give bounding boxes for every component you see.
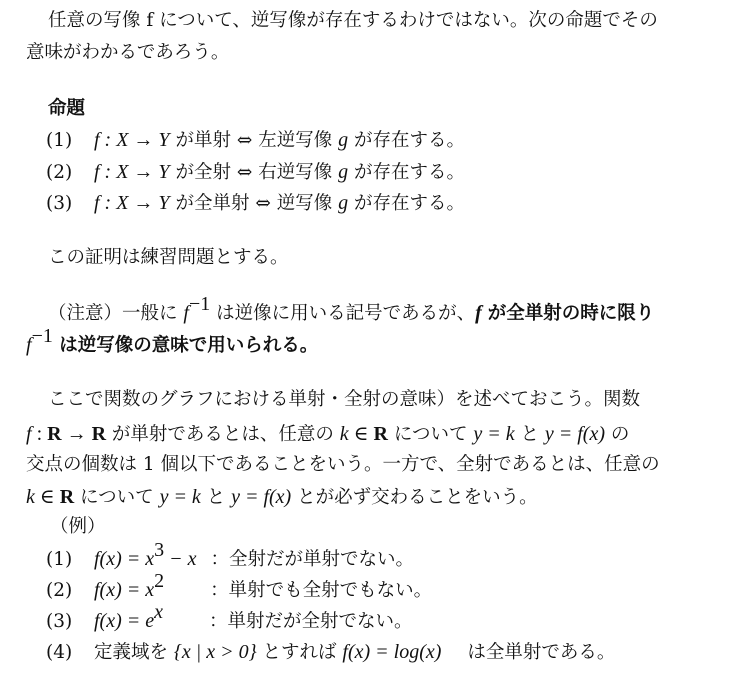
math-y-eq-fx: y = f(x)	[231, 486, 292, 508]
item-number: (1)	[46, 549, 73, 570]
text: とが必ず交わることをいう。	[291, 487, 538, 508]
item-number: (3)	[46, 611, 73, 632]
map-expression: f : X → Y	[94, 129, 170, 151]
example-description: ：単射だが全射でない。	[209, 611, 413, 632]
intro-line-2: 意味がわかるであろう。	[26, 42, 230, 63]
text: が単射であるとは、任意の	[106, 424, 340, 445]
proposition-heading: 命題	[48, 98, 86, 119]
intro-line-1: 任意の写像 f について、逆写像が存在するわけではない。次の命題でその	[48, 10, 658, 31]
text: の	[605, 424, 630, 445]
math-colon: :	[31, 423, 48, 445]
proposition-item-2	[46, 162, 465, 183]
item-text: が全単射 ⇔ 逆写像	[169, 193, 339, 214]
math-R: R	[91, 423, 107, 445]
graph-line-2	[26, 424, 629, 445]
example-description: は全単射である。	[467, 642, 616, 663]
math-y-eq-fx: y = f(x)	[544, 423, 606, 445]
graph-line-4	[26, 487, 538, 508]
math-f: f	[26, 423, 32, 445]
proposition-item-3	[46, 193, 465, 214]
item-number: (2)	[46, 580, 73, 601]
example-middle: とすれば	[256, 642, 343, 663]
caution-bold-text: は逆写像の意味で用いられる。	[52, 335, 319, 356]
example-item-1	[46, 538, 415, 570]
math-arrow: →	[61, 423, 92, 445]
map-expression: f : X → Y	[94, 192, 170, 214]
math-k: k	[339, 423, 349, 445]
example-description: ：全射だが単射でない。	[210, 549, 415, 570]
example-item-4	[46, 642, 615, 663]
example-item-2	[46, 569, 433, 601]
example-expression: f(x) = x	[94, 548, 155, 570]
exponent: x	[154, 600, 164, 623]
item-text: が単射 ⇔ 左逆写像	[169, 130, 339, 151]
example-expression-tail: − x	[164, 548, 197, 570]
text: と	[200, 487, 232, 508]
item-text-end: が存在する。	[348, 162, 465, 183]
item-number: (2)	[46, 162, 73, 183]
math-k: k	[26, 486, 35, 508]
f-symbol: f	[183, 302, 189, 324]
text: について	[387, 424, 474, 445]
proposition-item-1	[46, 130, 465, 151]
math-y-eq-k: y = k	[473, 423, 515, 445]
domain-set: {x | x > 0}	[173, 641, 257, 663]
graph-line-1: ここで関数のグラフにおける単射・全射の意味）を述べておこう。関数	[48, 389, 641, 410]
text: について	[74, 487, 160, 508]
inverse-exponent: −1	[31, 324, 53, 347]
item-number: (4)	[46, 642, 73, 663]
exponent: 2	[154, 569, 165, 592]
map-expression: f : X → Y	[94, 161, 170, 183]
example-expression: f(x) = e	[94, 610, 155, 632]
f-symbol-bold: f	[475, 302, 482, 324]
math-y-eq-k: y = k	[159, 486, 201, 508]
examples-label: （例）	[50, 516, 106, 537]
inverse-symbol: g	[338, 161, 349, 183]
f-symbol: f	[26, 334, 32, 356]
exponent: 3	[154, 538, 165, 561]
item-number: (1)	[46, 130, 73, 151]
caution-text: （注意）一般に	[48, 303, 184, 324]
caution-line-1	[48, 292, 655, 324]
math-R: R	[59, 486, 75, 508]
inverse-exponent: −1	[188, 292, 211, 315]
example-item-3	[46, 600, 413, 632]
example-prefix: 定義域を	[94, 642, 174, 663]
text: と	[514, 424, 545, 445]
example-expression: f(x) = log(x)	[342, 641, 442, 663]
math-R: R	[373, 423, 388, 445]
math-in: ∈	[34, 486, 60, 508]
proof-note: この証明は練習問題とする。	[48, 247, 289, 268]
math-in: ∈	[348, 423, 374, 445]
caution-text: は逆像に用いる記号であるが、	[210, 303, 476, 324]
graph-line-3: 交点の個数は 1 個以下であることをいう。一方で、全射であるとは、任意の	[26, 454, 660, 475]
item-text-end: が存在する。	[348, 193, 465, 214]
example-description: ：単射でも全射でもない。	[210, 580, 433, 601]
caution-bold-text: が全単射の時に限り	[487, 303, 655, 324]
item-text-end: が存在する。	[348, 130, 465, 151]
inverse-symbol: g	[338, 192, 349, 214]
item-text: が全射 ⇔ 右逆写像	[169, 162, 339, 183]
item-number: (3)	[46, 193, 73, 214]
caution-line-2	[26, 324, 319, 356]
math-R: R	[47, 423, 62, 445]
example-expression: f(x) = x	[94, 579, 155, 601]
inverse-symbol: g	[338, 129, 349, 151]
